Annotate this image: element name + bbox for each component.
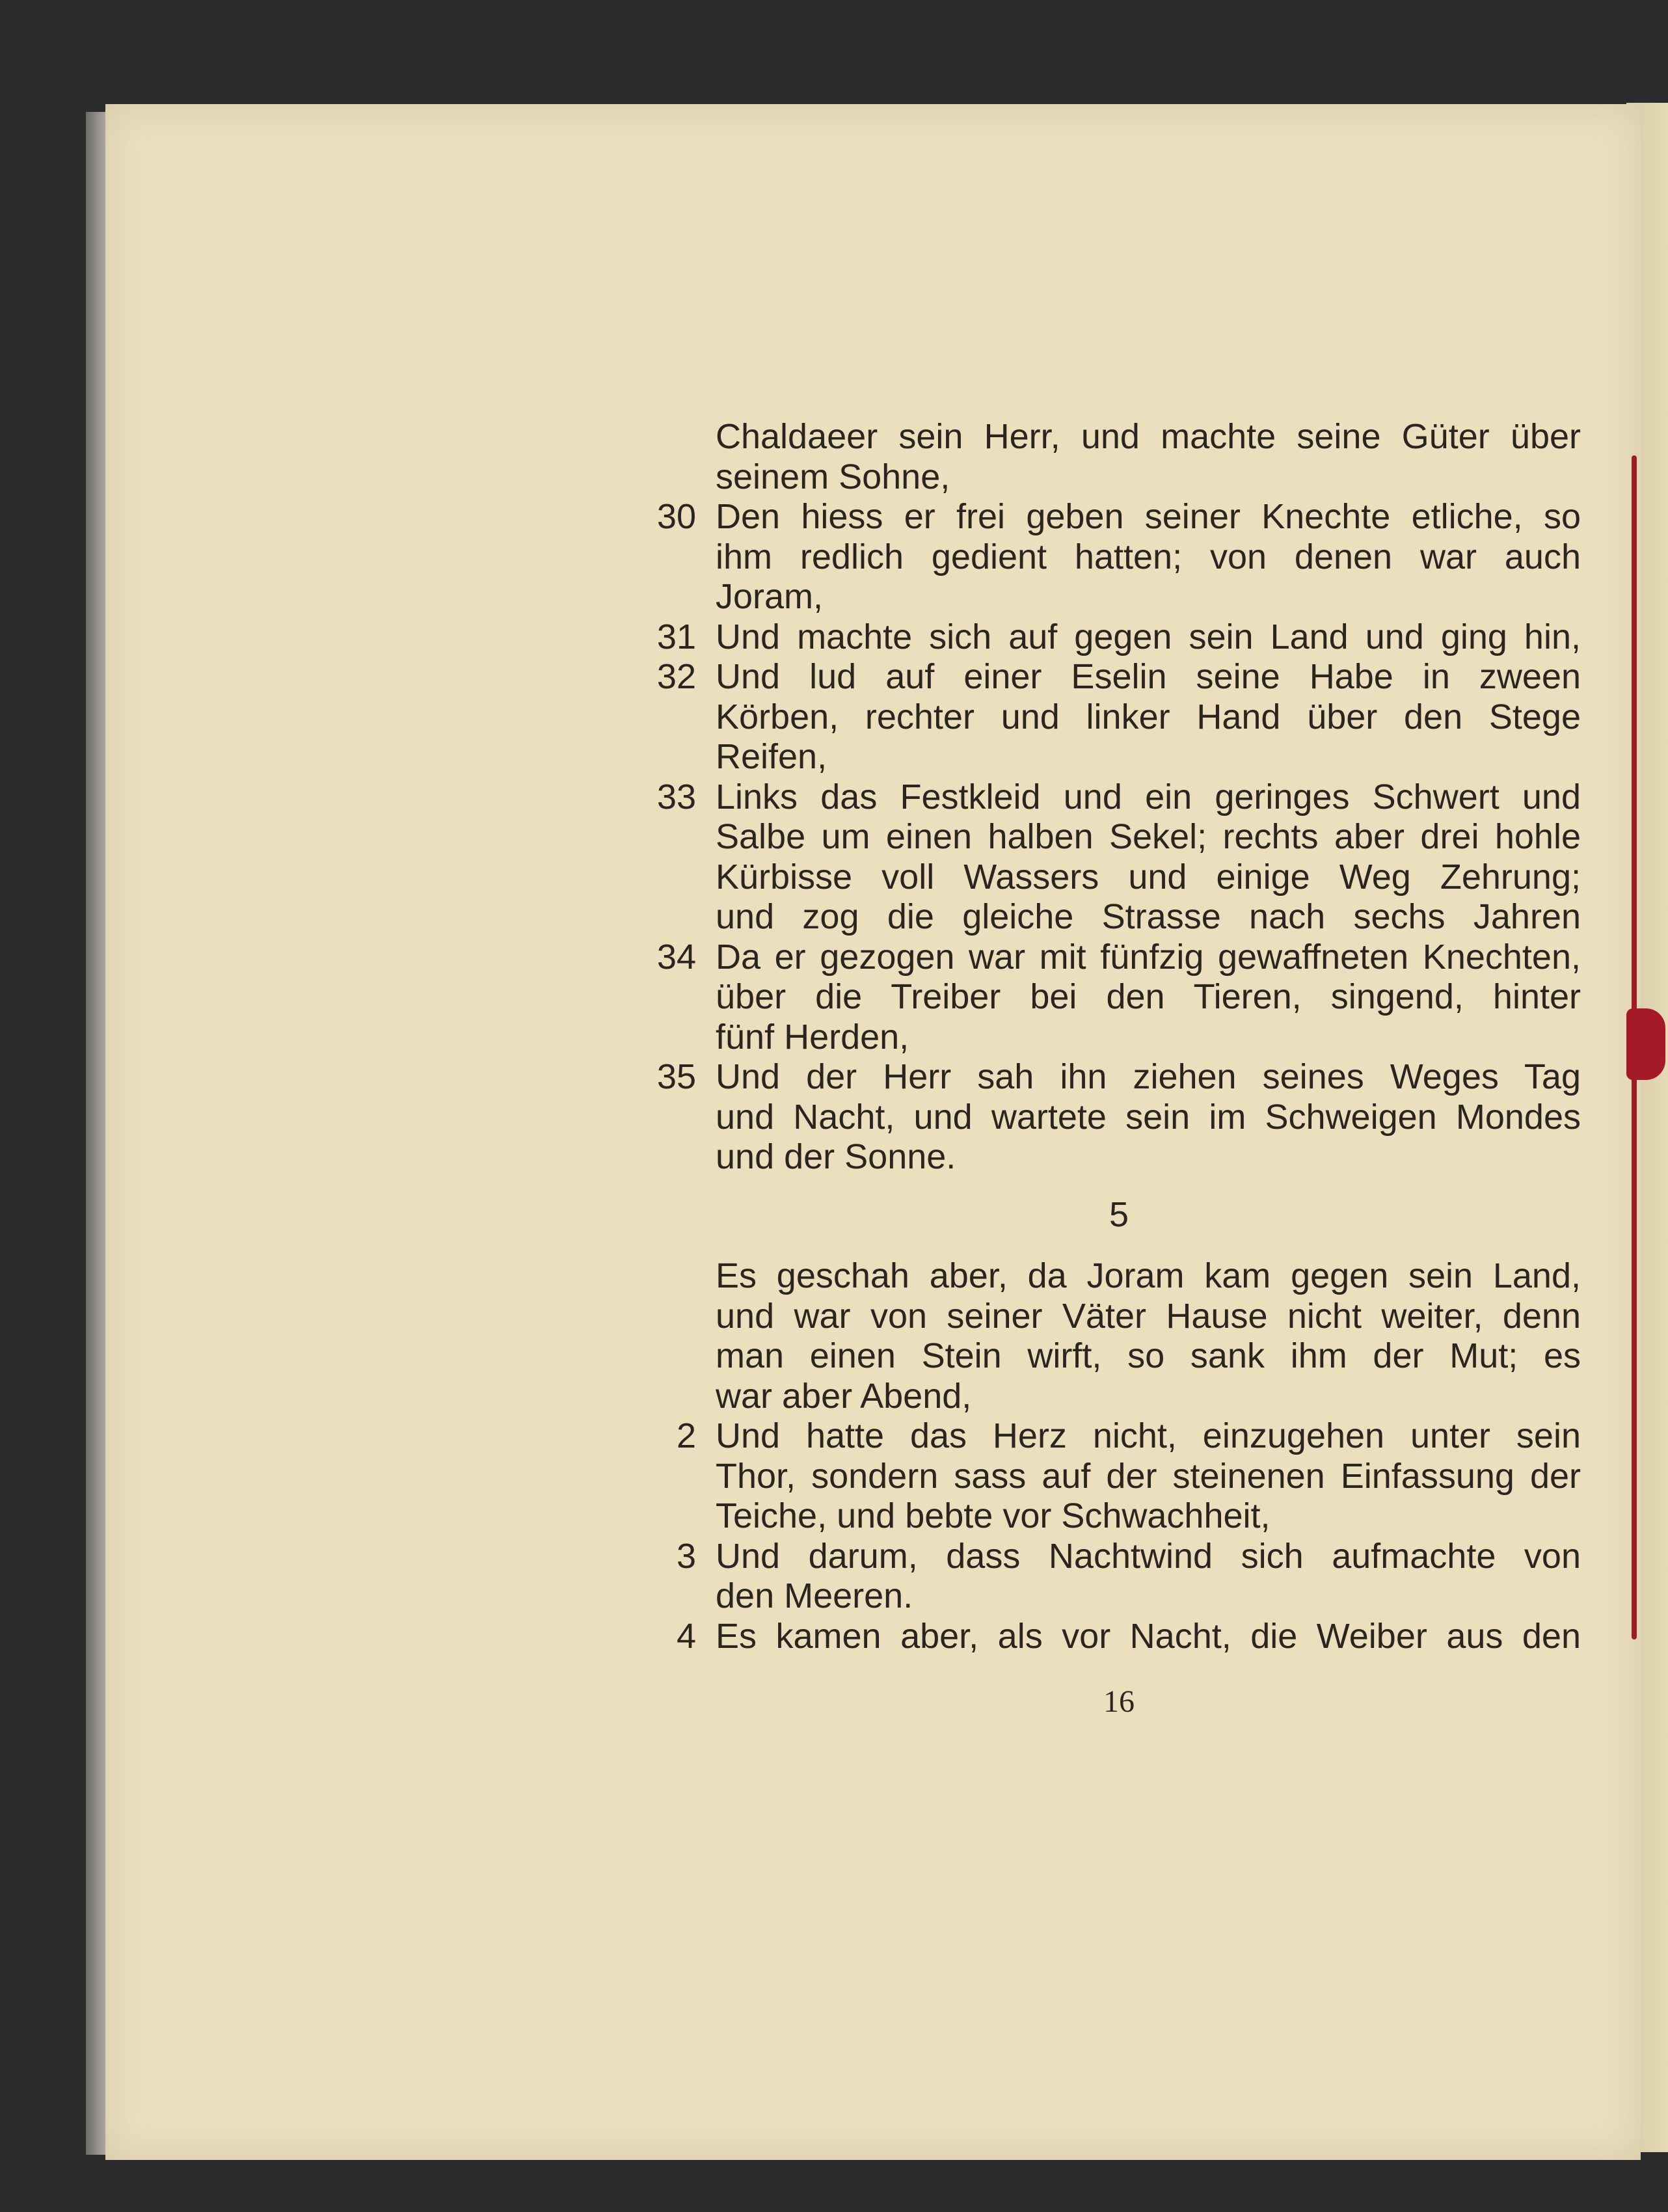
text-line: den Meeren. [716, 1576, 913, 1615]
verse-number: 34 [656, 937, 696, 977]
text-line: war aber Abend, [716, 1376, 972, 1416]
verse-number: 33 [656, 777, 696, 816]
verse-number: 30 [656, 497, 696, 536]
text-line: man einen Stein wirft, so sank ihm der Mut; es [716, 1336, 1581, 1375]
page-number: 16 [1103, 1684, 1135, 1719]
text-line: Da er gezogen war mit fünfzig gewaffneten Knechten, [716, 937, 1581, 977]
text-line: Joram, [716, 577, 824, 616]
verse-number: 3 [676, 1536, 696, 1576]
text-line: und zog die gleiche Strasse nach sechs Jahren [716, 897, 1581, 936]
text-line: und war von seiner Väter Hause nicht weiter, denn [716, 1296, 1581, 1336]
verse-number: 32 [656, 657, 696, 696]
text-line: Körben, rechter und linker Hand über den Stege [716, 697, 1581, 736]
text-line: und der Sonne. [716, 1137, 956, 1176]
chapter-heading: 5 [1109, 1195, 1129, 1234]
text-line: Und hatte das Herz nicht, einzugehen unter sein [716, 1416, 1581, 1455]
text-line: Links das Festkleid und ein geringes Schwert und [716, 777, 1581, 816]
text-line: über die Treiber bei den Tieren, singend, hinter [716, 977, 1581, 1016]
text-line: fünf Herden, [716, 1017, 909, 1057]
text-line: ihm redlich gedient hatten; von denen war auch [716, 537, 1581, 576]
text-line: seinem Sohne, [716, 457, 950, 496]
text-line: Salbe um einen halben Sekel; rechts aber drei hohle [716, 817, 1581, 856]
text-line: Und darum, dass Nachtwind sich aufmachte von [716, 1536, 1581, 1576]
verse-number: 35 [656, 1057, 696, 1096]
text-line: Es kamen aber, als vor Nacht, die Weiber aus den [716, 1616, 1581, 1656]
text-line: Den hiess er frei geben seiner Knechte etliche, so [716, 497, 1581, 536]
text-line: Und der Herr sah ihn ziehen seines Weges Tag [716, 1057, 1581, 1096]
text-line: Und lud auf einer Eselin seine Habe in zween [716, 657, 1581, 696]
verse-number: 2 [676, 1416, 696, 1455]
text-line: Es geschah aber, da Joram kam gegen sein Land, [716, 1256, 1581, 1295]
text-line: Und machte sich auf gegen sein Land und ging hin, [716, 617, 1581, 656]
text-line: und Nacht, und wartete sein im Schweigen Mondes [716, 1097, 1581, 1137]
verse-number: 31 [656, 617, 696, 656]
text-line: Thor, sondern sass auf der steinenen Einfassung der [716, 1456, 1581, 1496]
text-line: Reifen, [716, 737, 827, 776]
text-line: Kürbisse voll Wassers und einige Weg Zehrung; [716, 857, 1581, 897]
text-line: Teiche, und bebte vor Schwachheit, [716, 1496, 1271, 1535]
verse-number: 4 [676, 1616, 696, 1656]
text-line: Chaldaeer sein Herr, und machte seine Güter über [716, 417, 1581, 456]
